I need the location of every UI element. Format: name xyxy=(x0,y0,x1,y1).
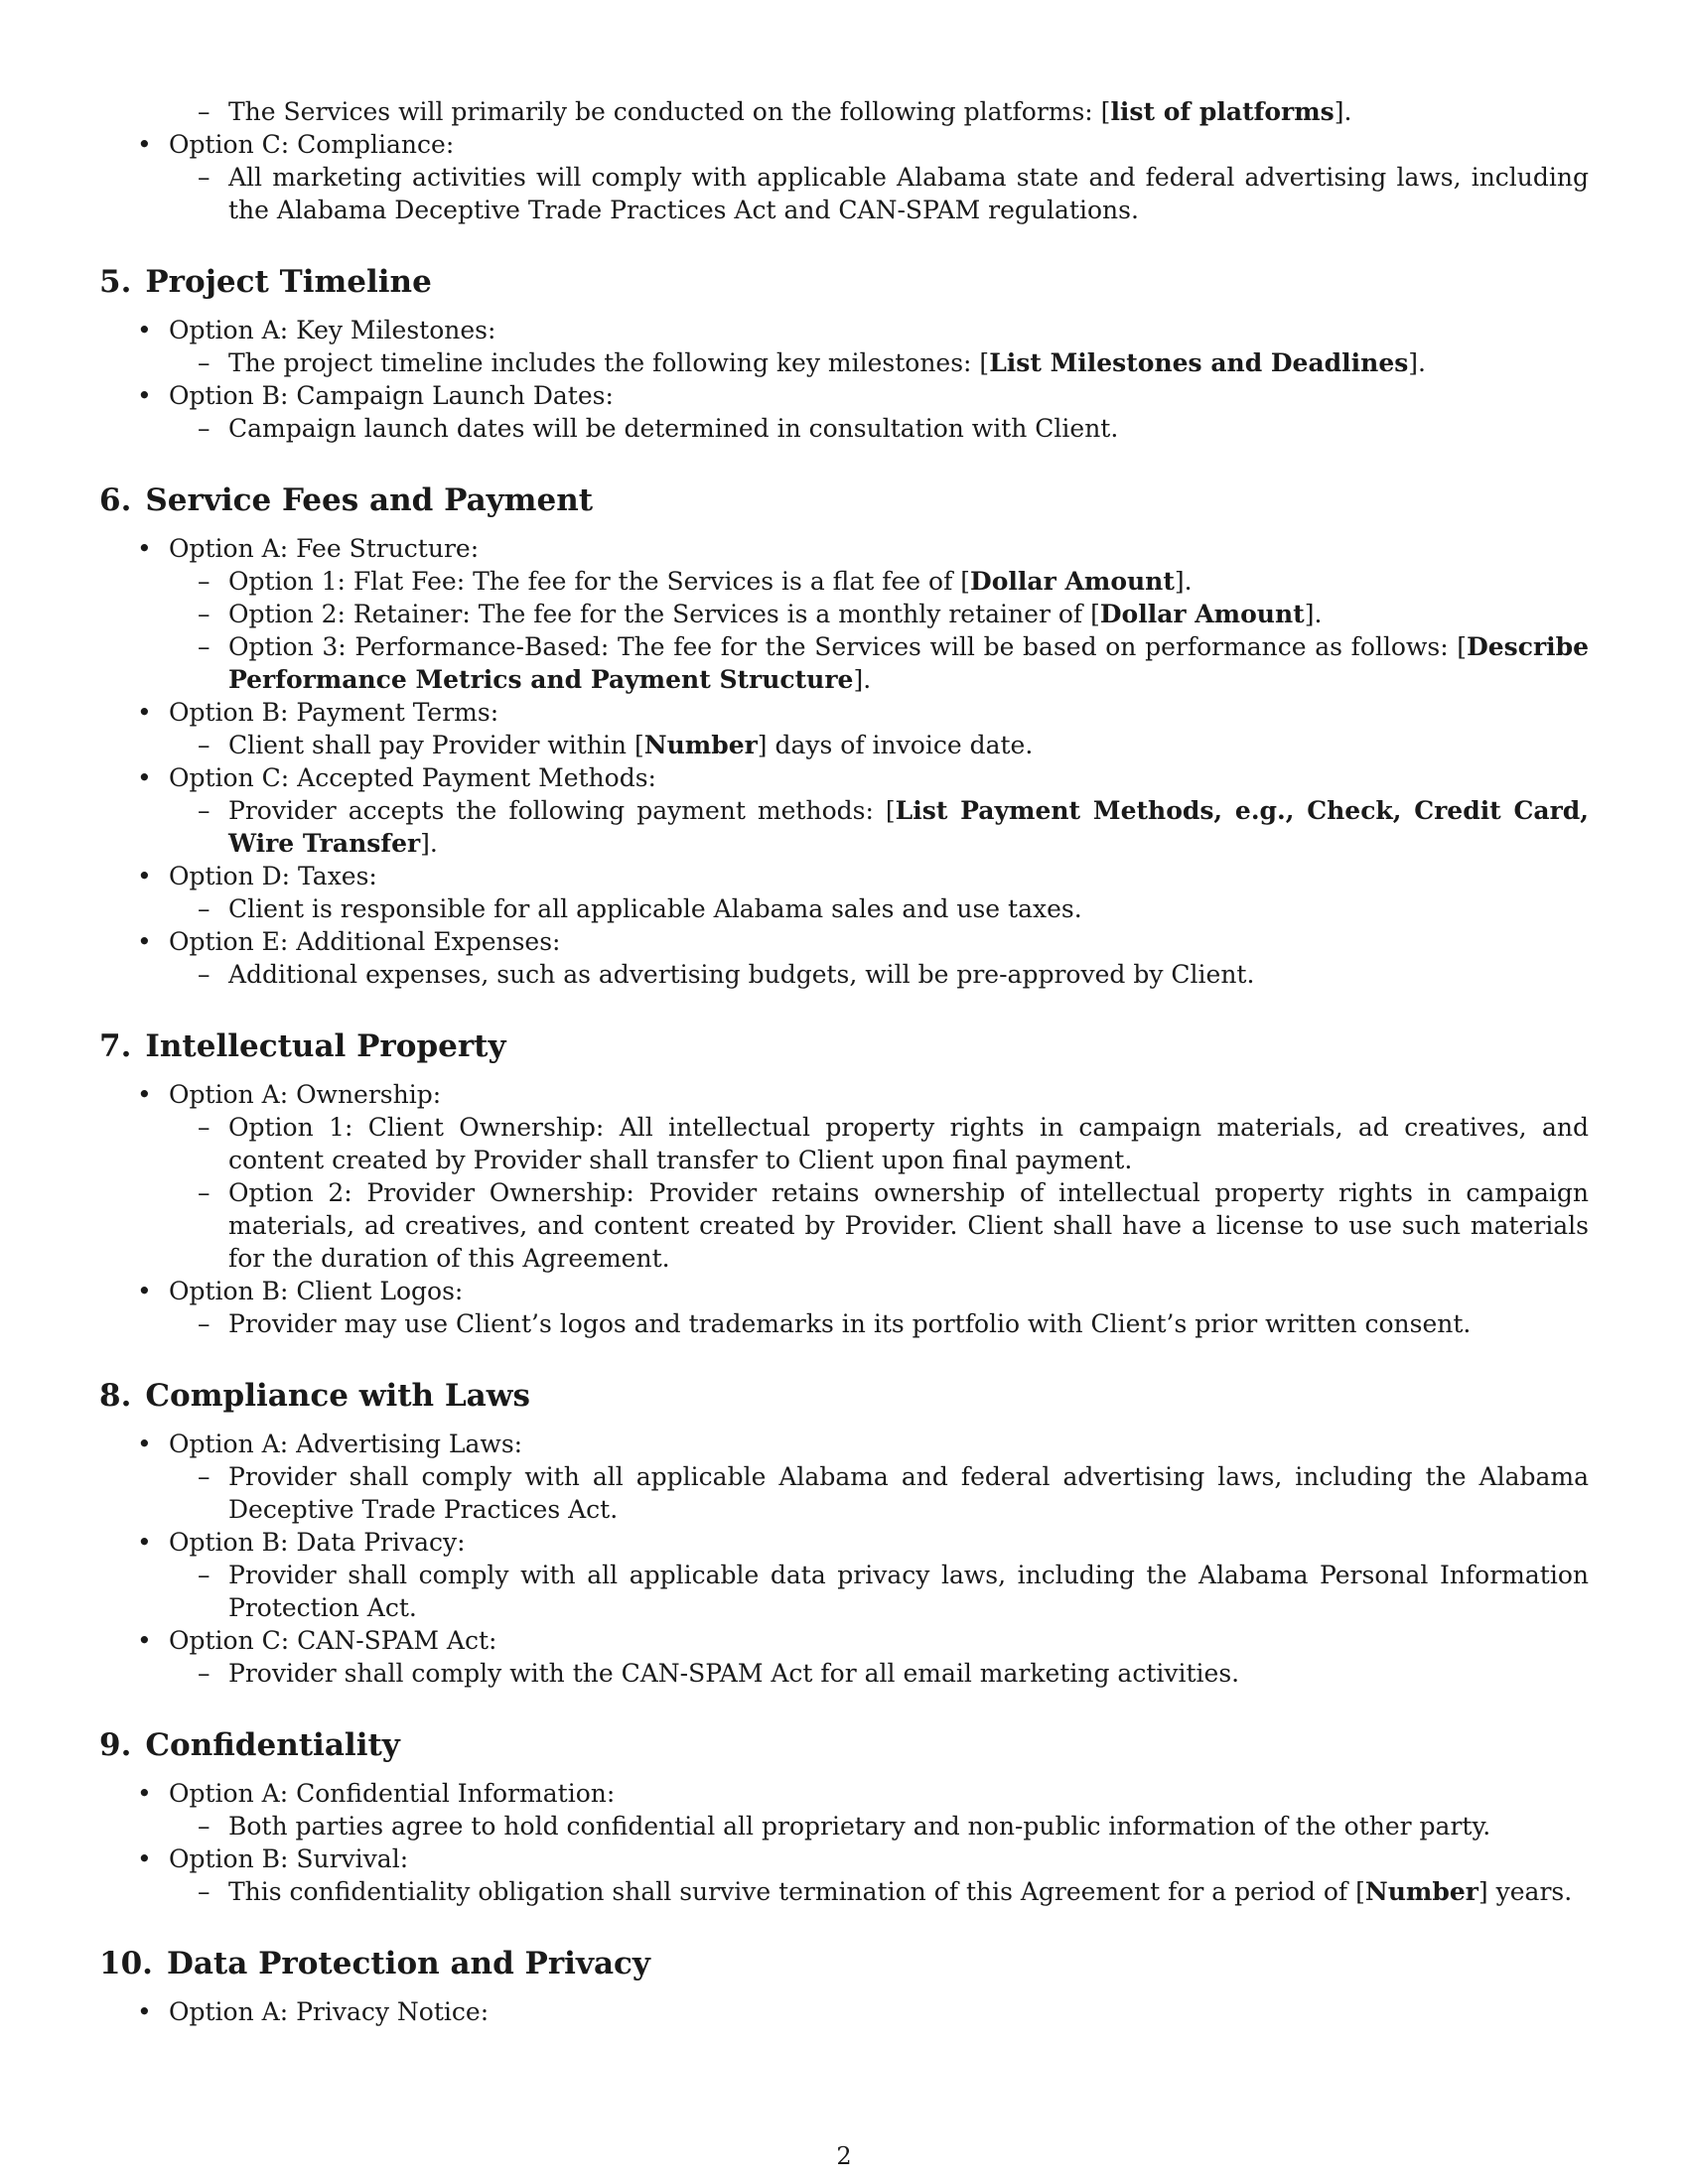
additional-expenses-item: – Additional expenses, such as advertising budgets, will be pre-approved by Client. xyxy=(99,958,1589,991)
option-a-key-milestones: • Option A: Key Milestones: xyxy=(99,314,1589,346)
option-b-client-logos: • Option B: Client Logos: xyxy=(99,1275,1589,1307)
client-ownership-item: – Option 1: Client Ownership: All intellectual property rights in campaign materials, ad creatives, and content created by Provider shall transfer to Client upon final payment. xyxy=(99,1111,1589,1176)
section-heading-confidentiality: 9. Confidentiality xyxy=(99,1727,400,1763)
page-number: 2 xyxy=(836,2142,852,2170)
payment-terms-item: – Client shall pay Provider within [Number] days of invoice date. xyxy=(99,729,1589,761)
option-c-can-spam: • Option C: CAN-SPAM Act: xyxy=(99,1624,1589,1657)
option-d-taxes: • Option D: Taxes: xyxy=(99,860,1589,892)
option-a-advertising-laws: • Option A: Advertising Laws: xyxy=(99,1428,1589,1460)
data-privacy-item: – Provider shall comply with all applicable data privacy laws, including the Alabama Personal Information Protection Act. xyxy=(99,1559,1589,1624)
taxes-item: – Client is responsible for all applicable Alabama sales and use taxes. xyxy=(99,892,1589,925)
retainer-item: – Option 2: Retainer: The fee for the Services is a monthly retainer of [Dollar Amount]. xyxy=(99,598,1589,630)
performance-based-item: – Option 3: Performance-Based: The fee for the Services will be based on performance as follows: [Describe Performance Metrics and Payment Structure]. xyxy=(99,630,1589,696)
launch-dates-item: – Campaign launch dates will be determined in consultation with Client. xyxy=(99,412,1589,445)
payment-methods-item: – Provider accepts the following payment methods: [List Payment Methods, e.g., Check, Credit Card, Wire Transfer]. xyxy=(99,794,1589,860)
provider-ownership-item: – Option 2: Provider Ownership: Provider retains ownership of intellectual property rights in campaign materials, ad creatives, and content created by Provider. Client shall have a license to use such materials for the duration of this Agreement. xyxy=(99,1176,1589,1275)
compliance-item: – All marketing activities will comply with applicable Alabama state and federal advertising laws, including the Alabama Deceptive Trade Practices Act and CAN-SPAM regulations. xyxy=(99,161,1589,226)
option-b-data-privacy: • Option B: Data Privacy: xyxy=(99,1526,1589,1559)
option-a-fee-structure: • Option A: Fee Structure: xyxy=(99,532,1589,565)
client-logos-item: – Provider may use Client’s logos and trademarks in its portfolio with Client’s prior written consent. xyxy=(99,1307,1589,1340)
section-heading-data-protection: 10. Data Protection and Privacy xyxy=(99,1946,650,1981)
section-heading-project-timeline: 5. Project Timeline xyxy=(99,264,432,300)
survival-item: – This confidentiality obligation shall survive termination of this Agreement for a period of [Number] years. xyxy=(99,1875,1589,1908)
option-e-additional-expenses: • Option E: Additional Expenses: xyxy=(99,925,1589,958)
option-b-payment-terms: • Option B: Payment Terms: xyxy=(99,696,1589,729)
flat-fee-item: – Option 1: Flat Fee: The fee for the Services is a flat fee of [Dollar Amount]. xyxy=(99,565,1589,598)
option-a-confidential-information: • Option A: Confidential Information: xyxy=(99,1777,1589,1810)
advertising-laws-item: – Provider shall comply with all applicable Alabama and federal advertising laws, including the Alabama Deceptive Trade Practices Act. xyxy=(99,1460,1589,1526)
confidential-information-item: – Both parties agree to hold confidential all proprietary and non-public information of the other party. xyxy=(99,1810,1589,1843)
option-b-launch-dates: • Option B: Campaign Launch Dates: xyxy=(99,379,1589,412)
section-heading-compliance-with-laws: 8. Compliance with Laws xyxy=(99,1378,530,1414)
can-spam-item: – Provider shall comply with the CAN-SPAM Act for all email marketing activities. xyxy=(99,1657,1589,1690)
document-page xyxy=(99,95,1589,2028)
section-heading-service-fees: 6. Service Fees and Payment xyxy=(99,482,594,518)
option-a-ownership: • Option A: Ownership: xyxy=(99,1078,1589,1111)
platforms-item: – The Services will primarily be conducted on the following platforms: [list of platforms]. xyxy=(99,95,1589,128)
section-heading-intellectual-property: 7. Intellectual Property xyxy=(99,1028,506,1064)
option-a-privacy-notice: • Option A: Privacy Notice: xyxy=(99,1995,1589,2028)
option-b-survival: • Option B: Survival: xyxy=(99,1843,1589,1875)
option-c-compliance: • Option C: Compliance: xyxy=(99,128,1589,161)
milestones-item: – The project timeline includes the following key milestones: [List Milestones and Deadlines]. xyxy=(99,346,1589,379)
option-c-payment-methods: • Option C: Accepted Payment Methods: xyxy=(99,761,1589,794)
